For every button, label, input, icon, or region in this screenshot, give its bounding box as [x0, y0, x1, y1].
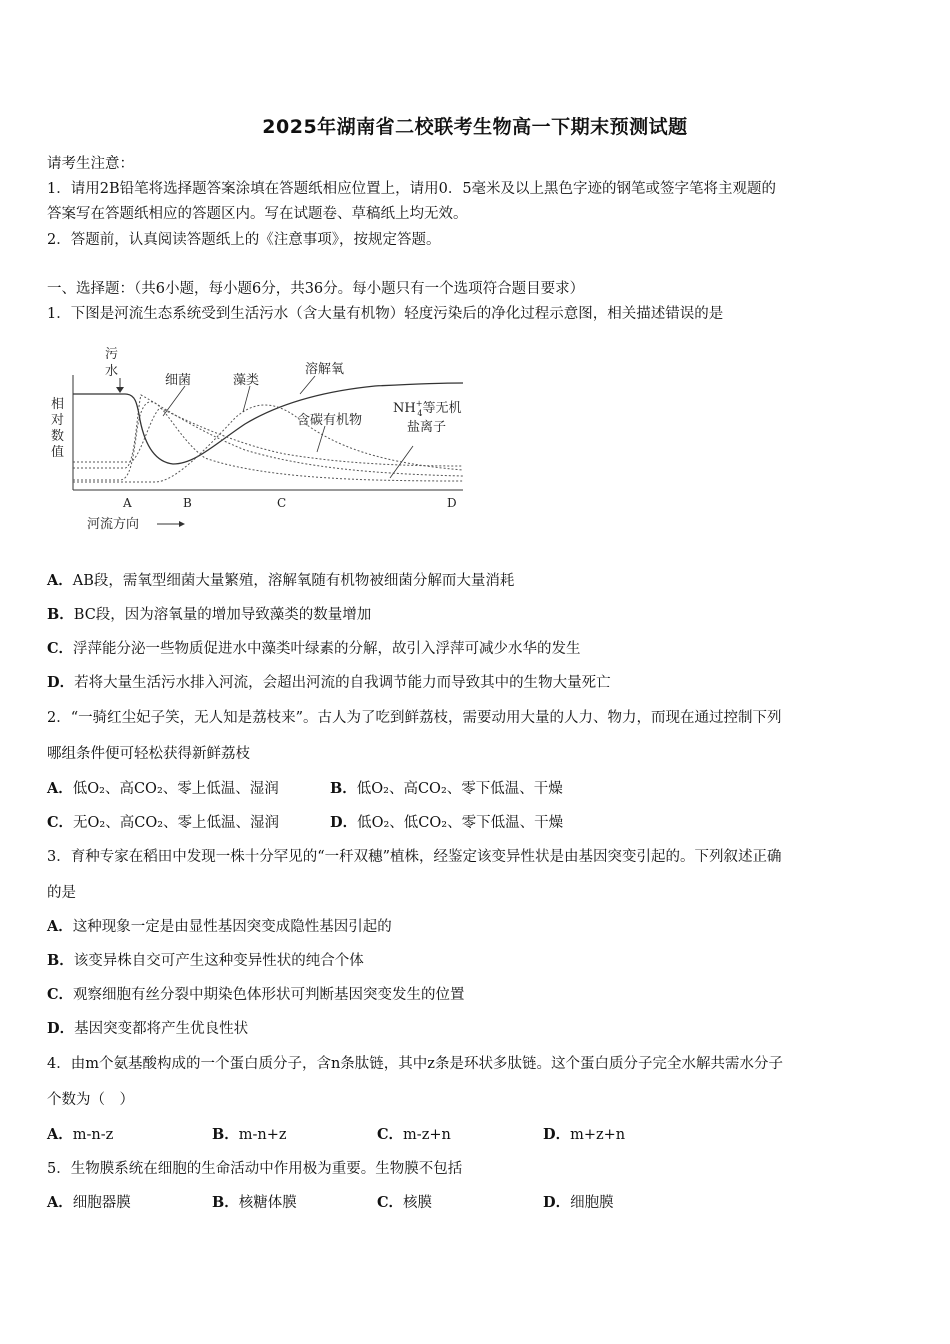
q2-option-b: B．低O₂、高CO₂、零下低温、干燥 — [330, 780, 563, 797]
q3-option-a: A．这种现象一定是由显性基因突变成隐性基因引起的 — [47, 918, 392, 935]
question-3-stem-b: 的是 — [47, 885, 76, 901]
flow-arrow-head — [179, 521, 185, 527]
q1-option-d: D．若将大量生活污水排入河流，会超出河流的自我调节能力而导致其中的生物大量死亡 — [47, 674, 611, 691]
q1-option-b: B．BC段，因为溶氧量的增加导致藻类的数量增加 — [47, 606, 372, 623]
q1-option-a: A．AB段，需氧型细菌大量繁殖，溶解氧随有机物被细菌分解而大量消耗 — [47, 572, 515, 589]
sewage-arrow-head — [116, 387, 124, 393]
q5-option-d: D．细胞膜 — [543, 1194, 614, 1211]
sewage-label-2: 水 — [105, 364, 119, 379]
oxygen-label: 溶解氧 — [305, 362, 345, 377]
x-axis-label: 河流方向 — [87, 517, 140, 532]
notice-line-1a: 1．请用2B铅笔将选择题答案涂填在答题纸相应位置上，请用0．5毫米及以上黑色字迹的钢笔或签字笔将主观题的 — [47, 181, 777, 197]
organic-carbon-label: 含碳有机物 — [297, 413, 363, 428]
notice-line-1b: 答案写在答题纸相应的答题区内。写在试题卷、草稿纸上均无效。 — [47, 206, 468, 222]
tick-c: C — [277, 496, 287, 510]
q2-option-c: C．无O₂、高CO₂、零上低温、湿润 — [47, 814, 280, 831]
bacteria-label: 细菌 — [165, 373, 192, 388]
river-purification-figure — [45, 340, 485, 535]
notice-heading: 请考生注意： — [47, 156, 134, 172]
question-4-stem-a: 4．由m个氨基酸构成的一个蛋白质分子，含n条肽链，其中z条是环状多肽链。这个蛋白质分子完全水解共需水分子 — [47, 1056, 783, 1072]
section-heading: 一、选择题：（共6小题，每小题6分，共36分。每小题只有一个选项符合题目要求） — [47, 281, 585, 297]
question-2-stem-b: 哪组条件便可轻松获得新鲜荔枝 — [47, 746, 250, 762]
q3-option-c: C．观察细胞有丝分裂中期染色体形状可判断基因突变发生的位置 — [47, 986, 465, 1003]
q5-option-c: C．核膜 — [377, 1194, 433, 1211]
nh4-label: NH+ 4等无机 — [393, 399, 462, 418]
dissolved-oxygen-curve — [73, 383, 463, 464]
algae-leader — [243, 386, 250, 412]
y-label-3: 数 — [51, 429, 65, 444]
q3-option-d: D．基因突变都将产生优良性状 — [47, 1020, 249, 1037]
question-3-stem-a: 3．育种专家在稻田中发现一株十分罕见的“一秆双穗”植株，经鉴定该变异性状是由基因突变引起的。下列叙述正确 — [47, 849, 782, 865]
q5-option-b: B．核糖体膜 — [212, 1194, 297, 1211]
tick-d: D — [447, 496, 457, 510]
question-5-stem: 5．生物膜系统在细胞的生命活动中作用极为重要。生物膜不包括 — [47, 1161, 463, 1177]
tick-b: B — [183, 496, 192, 510]
question-1-stem: 1．下图是河流生态系统受到生活污水（含大量有机物）轻度污染后的净化过程示意图，相关描述错误的是 — [47, 306, 724, 322]
q1-option-c: C．浮萍能分泌一些物质促进水中藻类叶绿素的分解，故引入浮萍可减少水华的发生 — [47, 640, 581, 657]
q4-option-b: B．m-n+z — [212, 1126, 287, 1143]
q2-option-d: D．低O₂、低CO₂、零下低温、干燥 — [330, 814, 564, 831]
oxygen-leader — [300, 376, 315, 394]
page-title: 2025年湖南省二校联考生物高一下期末预测试题 — [262, 116, 688, 138]
sewage-label-1: 污 — [105, 347, 119, 362]
bacteria-leader — [163, 386, 185, 416]
q3-option-b: B．该变异株自交可产生这种变异性状的纯合个体 — [47, 952, 364, 969]
algae-curve — [73, 405, 463, 482]
q4-option-a: A．m-n-z — [47, 1126, 114, 1143]
question-2-stem-a: 2．“一骑红尘妃子笑，无人知是荔枝来”。古人为了吃到鲜荔枝，需要动用大量的人力、物力，而现在通过控制下列 — [47, 710, 782, 726]
y-label-1: 相 — [51, 397, 65, 412]
tick-a: A — [123, 496, 132, 510]
algae-label: 藻类 — [233, 373, 260, 388]
question-4-stem-b: 个数为（ ） — [47, 1092, 134, 1108]
q4-option-d: D．m+z+n — [543, 1126, 626, 1143]
notice-line-2: 2．答题前，认真阅读答题纸上的《注意事项》，按规定答题。 — [47, 232, 441, 248]
ions-label: 盐离子 — [407, 420, 447, 435]
y-label-2: 对 — [51, 413, 65, 428]
carbon-leader — [317, 426, 325, 452]
q5-option-a: A．细胞器膜 — [47, 1194, 131, 1211]
y-label-4: 值 — [51, 445, 65, 460]
q4-option-c: C．m-z+n — [377, 1126, 451, 1143]
q2-option-a: A．低O₂、高CO₂、零上低温、湿润 — [47, 780, 279, 797]
